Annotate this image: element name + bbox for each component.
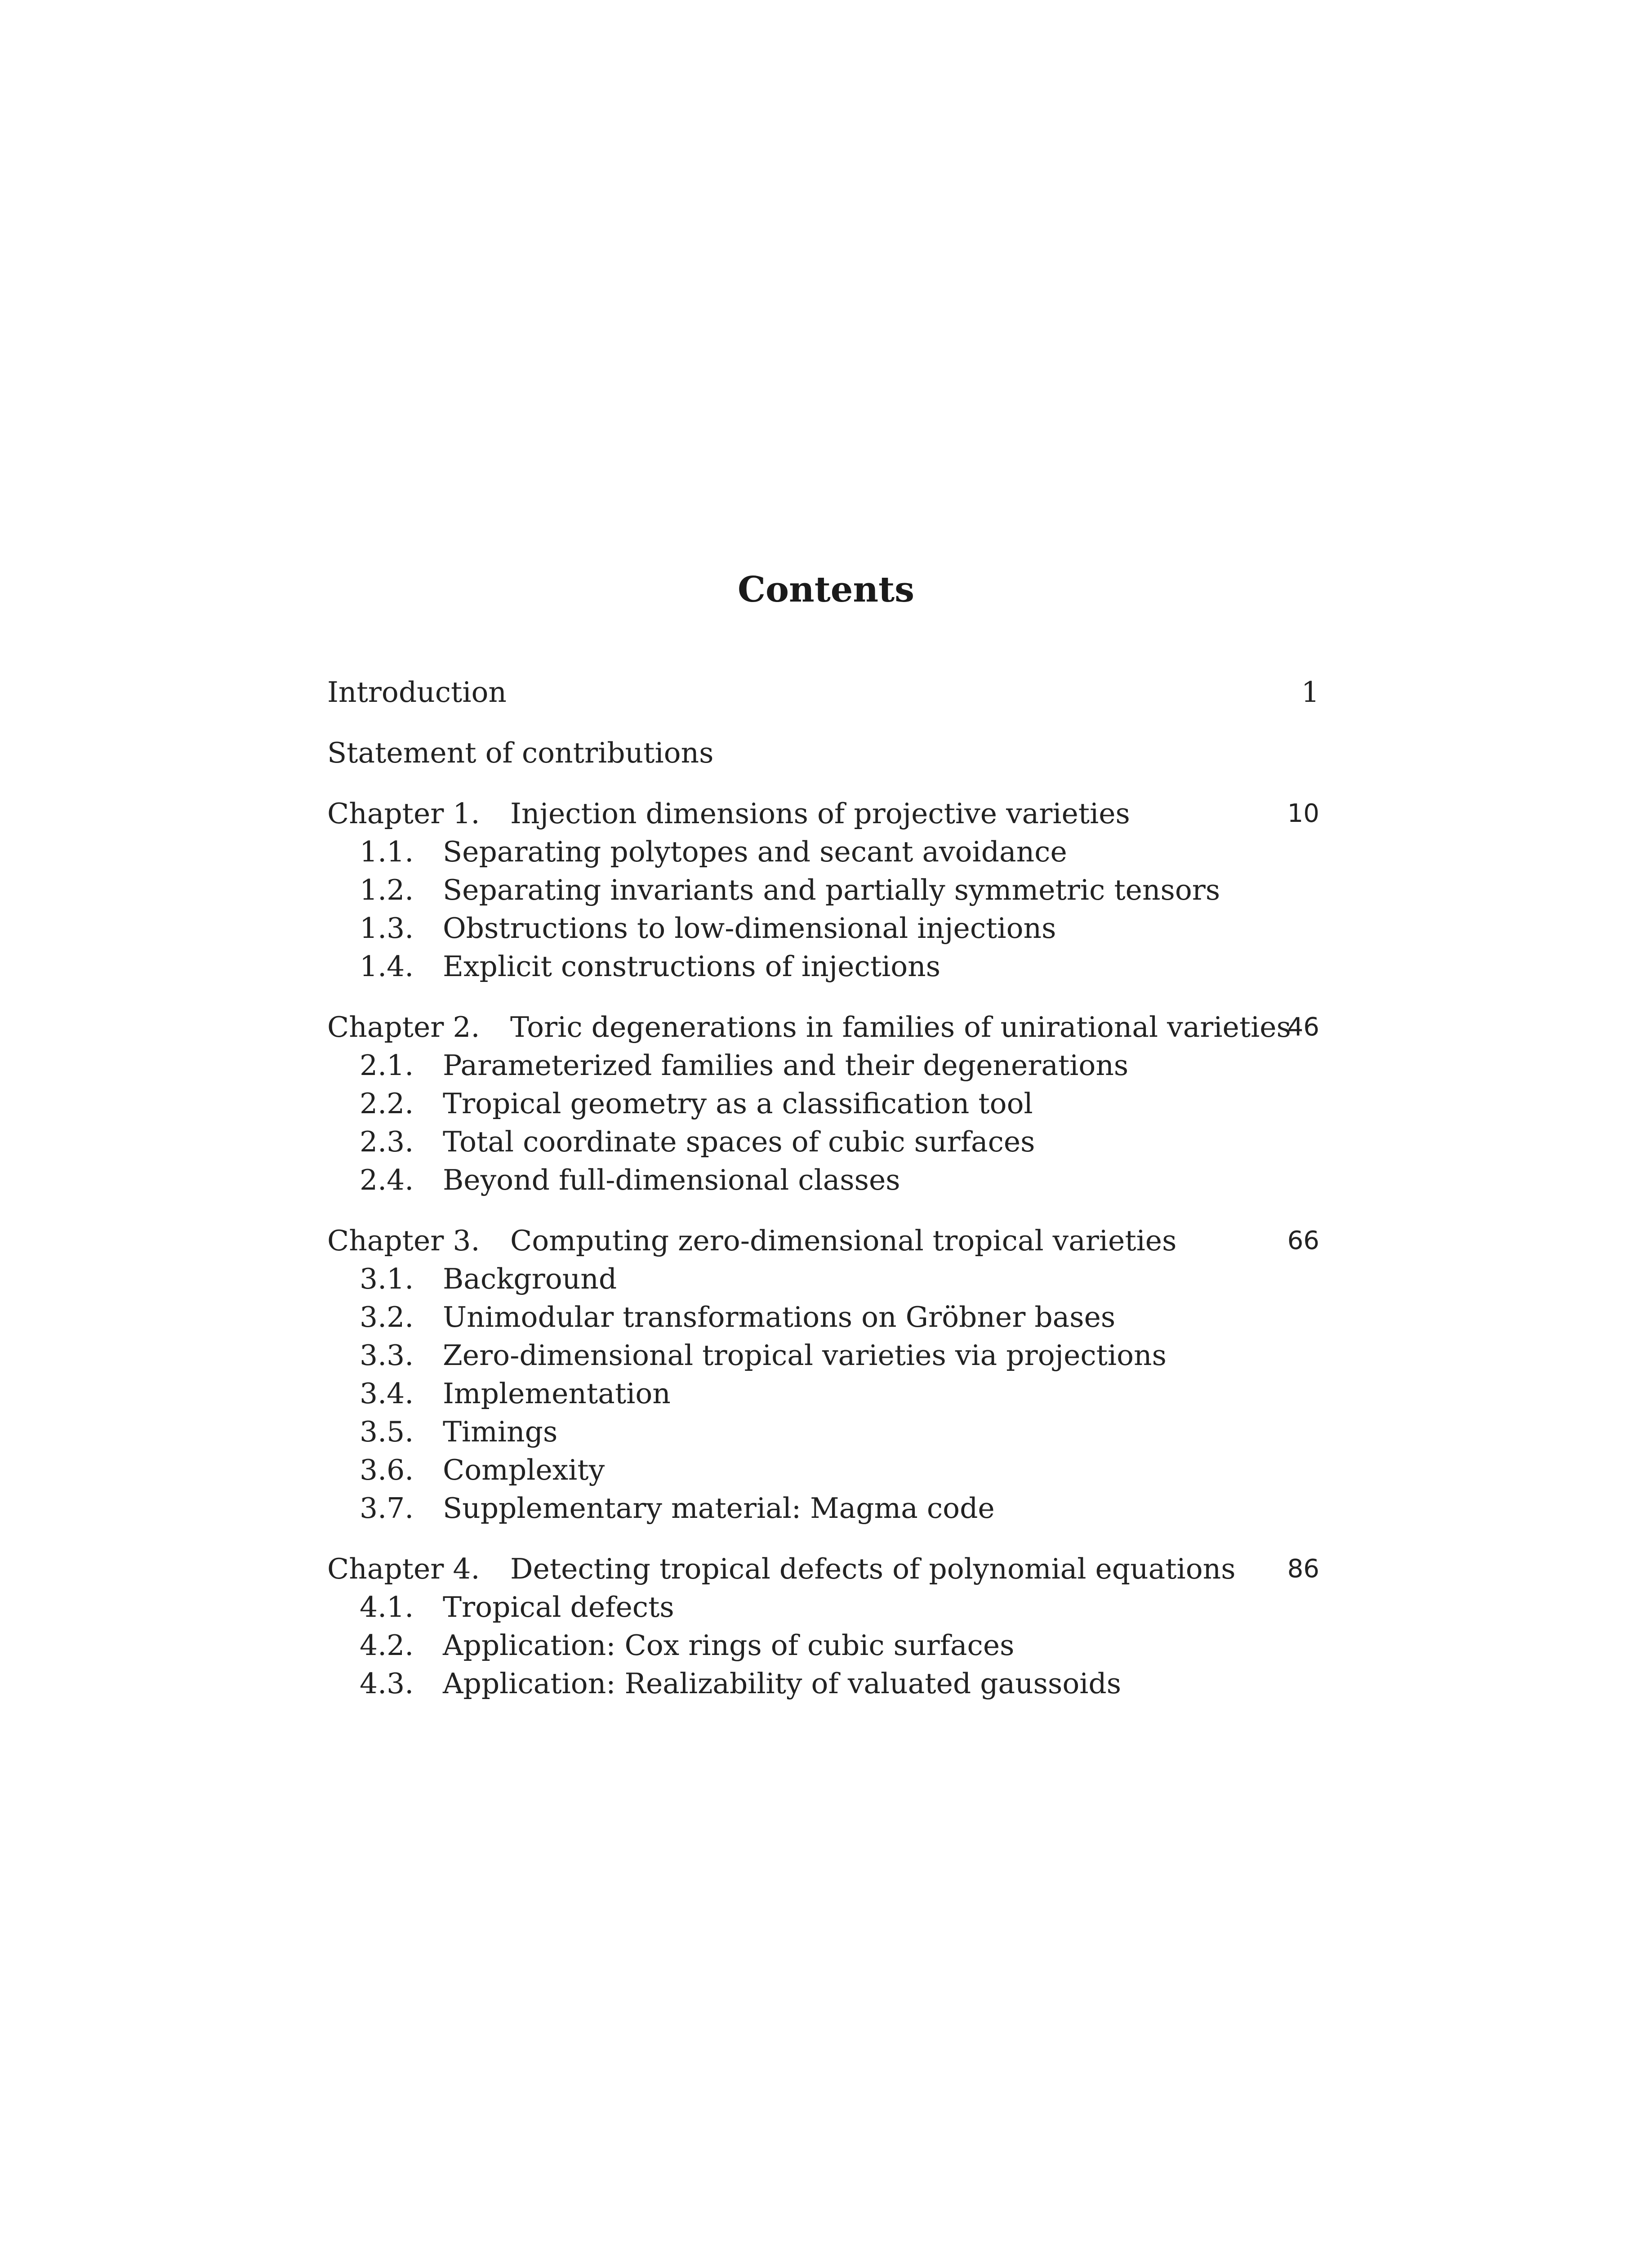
section-title: Application: Realizability of valuated gaussoids: [443, 1667, 1122, 1700]
toc-section-1-4[interactable]: [0, 946, 1652, 987]
chapter-title: Detecting tropical defects of polynomial equations: [510, 1552, 1236, 1585]
section-title: Total coordinate spaces of cubic surfaces: [443, 1125, 1035, 1158]
toc-section-2-3[interactable]: [0, 1122, 1652, 1162]
toc-section-3-7[interactable]: [0, 1488, 1652, 1529]
section-number: 3.6.: [360, 1454, 414, 1486]
chapter-label: Chapter 3.: [327, 1224, 480, 1257]
section-title: Application: Cox rings of cubic surfaces: [443, 1629, 1015, 1662]
toc-page-number: 86: [1287, 1554, 1319, 1583]
chapter-label: Chapter 1.: [327, 797, 480, 830]
section-number: 3.7.: [360, 1492, 414, 1525]
section-title: Tropical defects: [443, 1591, 674, 1624]
section-number: 2.1.: [360, 1049, 414, 1082]
section-title: Supplementary material: Magma code: [443, 1492, 995, 1525]
toc-chapter-4[interactable]: [0, 1549, 1652, 1589]
toc-page-number: 46: [1287, 1012, 1319, 1042]
section-title: Background: [443, 1262, 617, 1295]
toc-entry-label: Statement of contributions: [327, 736, 714, 769]
section-title: Separating invariants and partially symmetric tensors: [443, 874, 1220, 906]
toc-section-1-2[interactable]: [0, 870, 1652, 910]
section-number: 1.1.: [360, 835, 414, 868]
section-number: 4.1.: [360, 1591, 414, 1624]
toc-section-3-2[interactable]: [0, 1297, 1652, 1338]
section-number: 1.2.: [360, 874, 414, 906]
section-title: Implementation: [443, 1377, 671, 1410]
toc-section-3-3[interactable]: [0, 1335, 1652, 1376]
section-number: 3.1.: [360, 1262, 414, 1295]
section-title: Separating polytopes and secant avoidance: [443, 835, 1067, 868]
section-number: 1.4.: [360, 950, 414, 983]
toc-chapter-3[interactable]: [0, 1221, 1652, 1261]
section-number: 3.5.: [360, 1415, 414, 1448]
toc-section-3-4[interactable]: [0, 1374, 1652, 1414]
section-number: 1.3.: [360, 912, 414, 945]
toc-chapter-1[interactable]: [0, 794, 1652, 834]
chapter-label: Chapter 4.: [327, 1552, 480, 1585]
section-number: 3.4.: [360, 1377, 414, 1410]
section-number: 2.4.: [360, 1164, 414, 1196]
toc-section-3-6[interactable]: [0, 1450, 1652, 1490]
section-number: 3.2.: [360, 1301, 414, 1334]
section-number: 4.2.: [360, 1629, 414, 1662]
chapter-title: Computing zero-dimensional tropical varieties: [510, 1224, 1177, 1257]
section-title: Timings: [443, 1415, 558, 1448]
toc-section-2-4[interactable]: [0, 1160, 1652, 1200]
page-title: Contents: [737, 569, 915, 610]
toc-section-2-2[interactable]: [0, 1084, 1652, 1124]
section-title: Tropical geometry as a classification tool: [443, 1087, 1033, 1120]
section-number: 2.3.: [360, 1125, 414, 1158]
section-number: 4.3.: [360, 1667, 414, 1700]
toc-page-number: 10: [1287, 799, 1319, 828]
toc-section-4-1[interactable]: [0, 1587, 1652, 1628]
toc-section-1-1[interactable]: [0, 832, 1652, 872]
section-title: Beyond full-dimensional classes: [443, 1164, 900, 1196]
toc-page-number: 66: [1287, 1226, 1319, 1255]
section-title: Explicit constructions of injections: [443, 950, 941, 983]
toc-entry-statement[interactable]: [0, 733, 1652, 773]
chapter-label: Chapter 2.: [327, 1011, 480, 1044]
section-number: 2.2.: [360, 1087, 414, 1120]
section-title: Zero-dimensional tropical varieties via projections: [443, 1339, 1167, 1372]
toc-entry-introduction[interactable]: [0, 672, 1652, 713]
toc-entry-label: Introduction: [327, 676, 507, 709]
section-number: 3.3.: [360, 1339, 414, 1372]
toc-section-4-2[interactable]: [0, 1625, 1652, 1666]
chapter-title: Injection dimensions of projective varieties: [510, 797, 1130, 830]
section-title: Unimodular transformations on Gröbner bases: [443, 1301, 1116, 1334]
toc-chapter-2[interactable]: [0, 1007, 1652, 1048]
toc-section-4-3[interactable]: [0, 1664, 1652, 1704]
toc-section-3-5[interactable]: [0, 1412, 1652, 1452]
chapter-title: Toric degenerations in families of unirational varieties: [510, 1011, 1291, 1044]
toc-section-1-3[interactable]: [0, 908, 1652, 949]
toc-section-3-1[interactable]: [0, 1259, 1652, 1299]
toc-section-2-1[interactable]: [0, 1045, 1652, 1086]
section-title: Parameterized families and their degenerations: [443, 1049, 1129, 1082]
section-title: Complexity: [443, 1454, 605, 1486]
toc-page-number: 1: [1301, 676, 1319, 709]
section-title: Obstructions to low-dimensional injections: [443, 912, 1056, 945]
